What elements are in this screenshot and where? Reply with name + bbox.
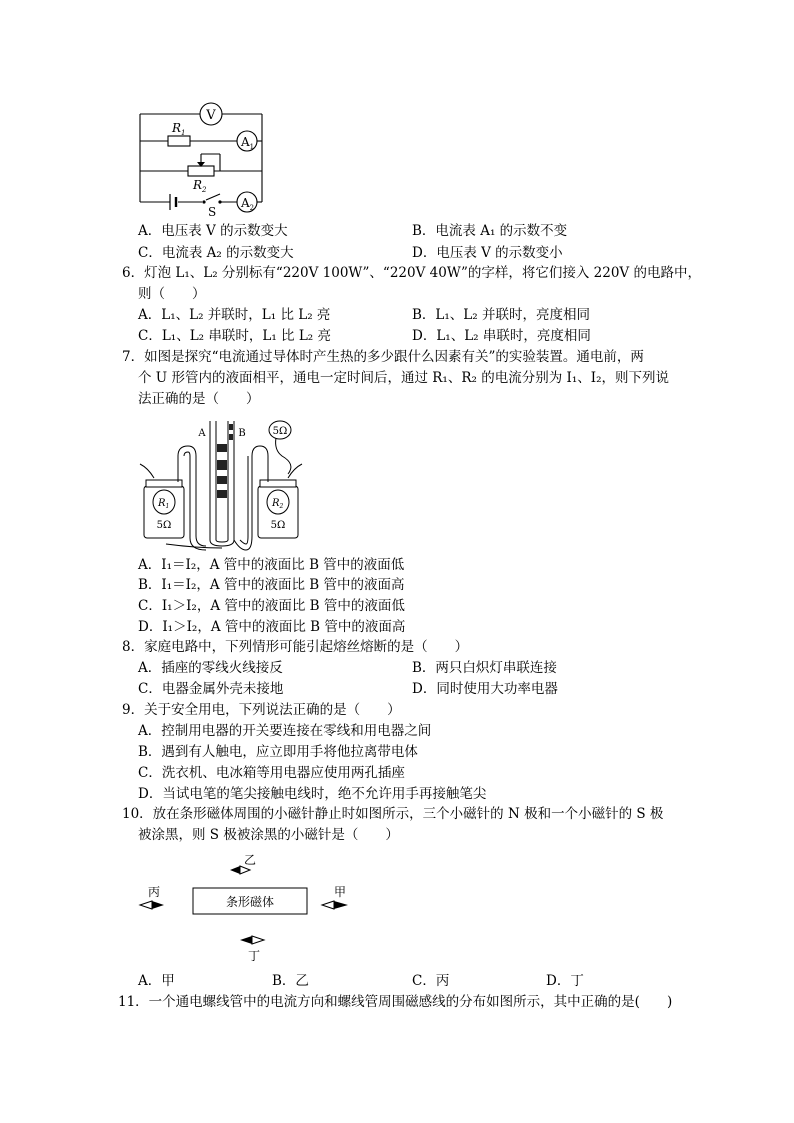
switch-label: S <box>208 205 217 218</box>
needle-ding-icon <box>240 936 264 944</box>
fig7-r2-sub: 2 <box>279 503 284 510</box>
joule-heat-apparatus-figure <box>136 416 306 554</box>
q8-option-c: C．电器金属外壳未接地 <box>138 681 284 697</box>
q9-stem: 9．关于安全用电，下列说法正确的是（ ） <box>122 702 401 718</box>
q5-option-b: B．电流表 A₁ 的示数不变 <box>412 223 568 239</box>
fig7-r1-sub: 1 <box>165 503 170 510</box>
q10-stem-line1: 10．放在条形磁体周围的小磁针静止时如图所示，三个小磁针的 N 极和一个小磁针的 S 极 <box>122 806 664 822</box>
q10-option-b: B．乙 <box>272 973 309 989</box>
left-box-label: 5Ω <box>156 520 172 531</box>
q9-option-b: B．遇到有人触电，应立即用手将他拉离带电体 <box>138 744 418 760</box>
q6-stem-line1: 6．灯泡 L₁、L₂ 分别标有“220V 100W”、“220V 40W”的字样，将它们接入 220V 的电路中， <box>122 265 701 281</box>
q10-stem-line2: 被涂黑，则 S 极被涂黑的小磁针是（ ） <box>138 827 399 843</box>
q8-option-a: A．插座的零线火线接反 <box>138 660 283 676</box>
ammeter1-label: A <box>241 135 250 149</box>
q7-stem-line2: 个 U 形管内的液面相平，通电一定时间后，通过 R₁、R₂ 的电流分别为 I₁、I₂，则下列说 <box>138 370 669 386</box>
q10-option-c: C．丙 <box>412 973 450 989</box>
right-box-label: 5Ω <box>270 520 286 531</box>
q6-option-d: D．L₁、L₂ 串联时，亮度相同 <box>412 328 591 344</box>
tube-b-label: B <box>238 428 246 439</box>
q7-stem-line3: 法正确的是（ ） <box>138 391 260 407</box>
svg-text:R2 <box>192 178 207 194</box>
needle-bing-label: 丙 <box>147 885 161 899</box>
q5-option-a: A．电压表 V 的示数变大 <box>138 223 288 239</box>
magnet-label: 条形磁体 <box>225 895 275 909</box>
bar-magnet-figure <box>136 850 366 966</box>
needle-bing-icon <box>140 901 164 909</box>
q9-option-c: C．洗衣机、电冰箱等用电器应使用两孔插座 <box>138 765 405 781</box>
needle-jia-label: 甲 <box>333 885 347 899</box>
fig7-r2-label: R <box>272 498 280 509</box>
q7-stem-line1: 7．如图是探究“电流通过导体时产生热的多少跟什么因素有关”的实验装置。通电前，两 <box>122 349 644 365</box>
r2-sub: 2 <box>202 186 207 194</box>
tube-a-label: A <box>198 428 206 439</box>
ammeter2-label: A <box>241 196 250 210</box>
q10-option-d: D．丁 <box>546 973 584 989</box>
q6-stem-line2: 则（ ） <box>138 286 206 302</box>
q5-option-d: D．电压表 V 的示数变小 <box>412 245 563 261</box>
q7-option-c: C．I₁＞I₂，A 管中的液面比 B 管中的液面低 <box>138 598 405 614</box>
q9-option-a: A．控制用电器的开关要连接在零线和用电器之间 <box>138 723 432 739</box>
q5-option-c: C．电流表 A₂ 的示数变大 <box>138 245 294 261</box>
voltmeter-label: V <box>206 108 216 123</box>
q8-stem: 8．家庭电路中，下列情形可能引起熔丝熔断的是（ ） <box>122 639 469 655</box>
circuit-figure-q5 <box>130 96 270 218</box>
q7-option-a: A．I₁＝I₂，A 管中的液面比 B 管中的液面低 <box>138 557 405 573</box>
q6-option-b: B．L₁、L₂ 并联时，亮度相同 <box>412 307 590 323</box>
ammeter1-sub: 1 <box>249 143 255 151</box>
ammeter2-sub: 2 <box>249 204 255 212</box>
q11-stem: 11．一个通电螺线管中的电流方向和螺线管周围磁感线的分布如图所示，其中正确的是( ) <box>118 994 673 1010</box>
q7-option-d: D．I₁＞I₂，A 管中的液面比 B 管中的液面高 <box>138 619 406 635</box>
r1-sub: 1 <box>181 129 186 137</box>
r2-label: R <box>193 178 203 192</box>
q9-option-d: D．当试电笔的笔尖接触电线时，绝不允许用手再接触笔尖 <box>138 786 487 802</box>
q10-option-a: A．甲 <box>138 973 175 989</box>
top-resistor-label: 5Ω <box>272 426 288 437</box>
fig7-r1-label: R <box>158 498 166 509</box>
q7-option-b: B．I₁＝I₂，A 管中的液面比 B 管中的液面高 <box>138 577 405 593</box>
needle-jia-icon <box>322 901 348 909</box>
q8-option-d: D．同时使用大功率电器 <box>412 681 558 697</box>
needle-yi-label: 乙 <box>243 853 257 867</box>
needle-yi-icon <box>230 866 250 874</box>
svg-text:R1 <box>171 121 186 137</box>
needle-ding-label: 丁 <box>247 949 261 963</box>
q6-option-c: C．L₁、L₂ 串联时，L₁ 比 L₂ 亮 <box>138 328 332 344</box>
q6-option-a: A．L₁、L₂ 并联时，L₁ 比 L₂ 亮 <box>138 307 331 323</box>
q8-option-b: B．两只白炽灯串联连接 <box>412 660 557 676</box>
r1-label: R <box>172 121 182 135</box>
